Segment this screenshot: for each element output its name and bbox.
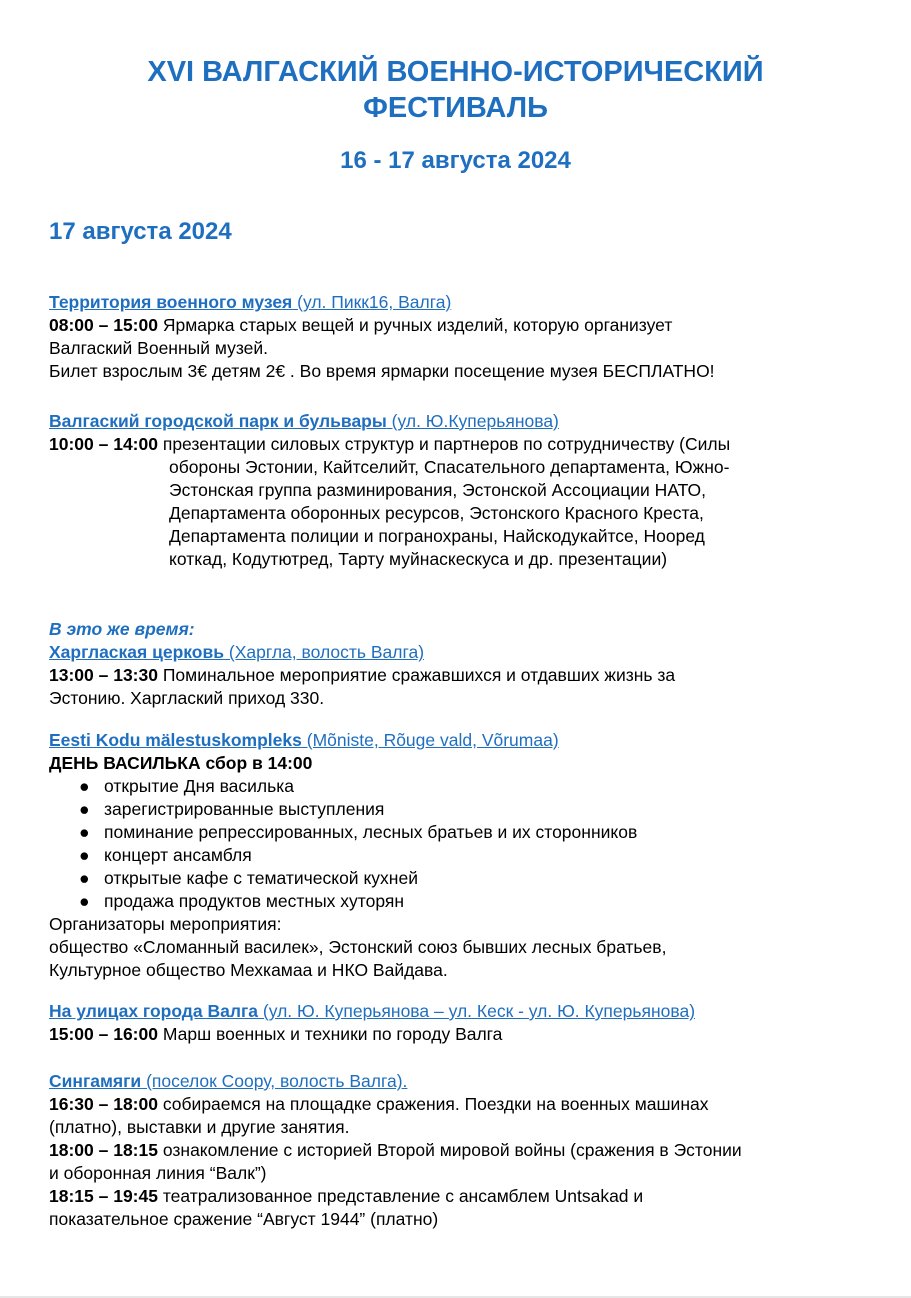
event-heading: ДЕНЬ ВАСИЛЬКА сбор в 14:00 <box>49 753 313 773</box>
location-link[interactable]: Eesti Kodu mälestuskompleks (Mõniste, Rõuge vald, Võrumaa) <box>49 730 559 750</box>
list-item: ● поминание репрессированных, лесных братьев и их сторонников <box>79 822 638 842</box>
bullet-icon: ● <box>79 891 90 911</box>
bullet-icon: ● <box>79 776 90 796</box>
section-park <box>49 410 869 571</box>
ticket-info: Билет взрослым 3€ детям 2€ . Во время ярмарки посещение музея БЕСПЛАТНО! <box>49 361 715 381</box>
event-time: 13:00 – 13:30 <box>49 665 158 685</box>
event-text: Эстонию. Харглаский приход 330. <box>49 688 325 708</box>
section-streets <box>49 1000 869 1046</box>
event-text: Департамента полиции и погранохраны, Найскодукайтсе, Нооред <box>169 526 705 546</box>
event-text: Марш военных и техники по городу Валга <box>157 1024 503 1044</box>
event-text: Департамента оборонных ресурсов, Эстонского Красного Креста, <box>169 503 704 523</box>
event-text: Ярмарка старых вещей и ручных изделий, которую организует <box>157 315 673 335</box>
list-item: ● открытые кафе с тематической кухней <box>79 868 418 888</box>
location-link[interactable]: Валгаский городской парк и бульвары (ул. Ю.Куперьянова) <box>49 411 559 431</box>
organizers-text: Культурное общество Мехкамаа и НКО Вайдава. <box>49 960 448 980</box>
event-time: 08:00 – 15:00 <box>49 315 158 335</box>
location-link[interactable]: Территория военного музея (ул. Пикк16, Валга) <box>49 292 452 312</box>
bullet-icon: ● <box>79 868 90 888</box>
event-text: собираемся на площадке сражения. Поездки на военных машинах <box>157 1094 709 1114</box>
festival-dates: 16 - 17 августа 2024 <box>340 147 571 174</box>
event-time: 10:00 – 14:00 <box>49 434 158 454</box>
event-text: и оборонная линия “Валк”) <box>49 1163 267 1183</box>
list-item: ● открытие Дня василька <box>79 776 295 796</box>
location-link[interactable]: Сингамяги (поселок Соору, волость Валга). <box>49 1071 408 1091</box>
section-museum <box>49 291 869 383</box>
bullet-icon: ● <box>79 822 90 842</box>
organizers-label: Организаторы мероприятия: <box>49 914 282 934</box>
event-time: 15:00 – 16:00 <box>49 1024 158 1044</box>
event-text: показательное сражение “Август 1944” (платно) <box>49 1209 439 1229</box>
event-time: 18:00 – 18:15 <box>49 1140 158 1160</box>
event-text: (платно), выставки и другие занятия. <box>49 1117 350 1137</box>
event-text: обороны Эстонии, Кайтселийт, Спасательного департамента, Южно- <box>169 457 730 477</box>
event-text: коткад, Кодутютред, Тарту муйнаскескуса и др. презентации) <box>169 549 668 569</box>
meanwhile-label: В это же время: <box>49 619 195 639</box>
location-link[interactable]: На улицах города Валга (ул. Ю. Куперьянова – ул. Кеск - ул. Ю. Куперьянова) <box>49 1001 696 1021</box>
location-link[interactable]: Харглаская церковь (Харгла, волость Валга) <box>49 642 425 662</box>
list-item: ● продажа продуктов местных хуторян <box>79 891 404 911</box>
event-text: Валгаский Военный музей. <box>49 338 269 358</box>
event-text: ознакомление с историей Второй мировой войны (сражения в Эстонии <box>157 1140 742 1160</box>
event-text: театрализованное представление с ансамблем Untsakad и <box>157 1186 644 1206</box>
event-time: 16:30 – 18:00 <box>49 1094 158 1114</box>
title-line-1: XVI ВАЛГАСКИЙ ВОЕННО-ИСТОРИЧЕСКИЙ <box>147 56 764 88</box>
title-line-2: ФЕСТИВАЛЬ <box>363 92 548 124</box>
event-text: Эстонская группа разминирования, Эстонской Ассоциации НАТО, <box>169 480 707 500</box>
section-singamagi <box>49 1070 869 1231</box>
event-text: Поминальное мероприятие сражавшихся и отдавших жизнь за <box>157 665 676 685</box>
event-list <box>49 775 869 913</box>
organizers-text: общество «Сломанный василек», Эстонский союз бывших лесных братьев, <box>49 937 667 957</box>
section-church <box>49 618 869 710</box>
event-time: 18:15 – 19:45 <box>49 1186 158 1206</box>
festival-title <box>0 54 911 126</box>
list-item: ● зарегистрированные выступления <box>79 799 385 819</box>
section-eesti-kodu <box>49 729 869 982</box>
bullet-icon: ● <box>79 845 90 865</box>
event-text: презентации силовых структур и партнеров по сотрудничеству (Силы <box>157 434 731 454</box>
list-item: ● концерт ансамбля <box>79 845 252 865</box>
day-heading: 17 августа 2024 <box>49 218 232 245</box>
bullet-icon: ● <box>79 799 90 819</box>
